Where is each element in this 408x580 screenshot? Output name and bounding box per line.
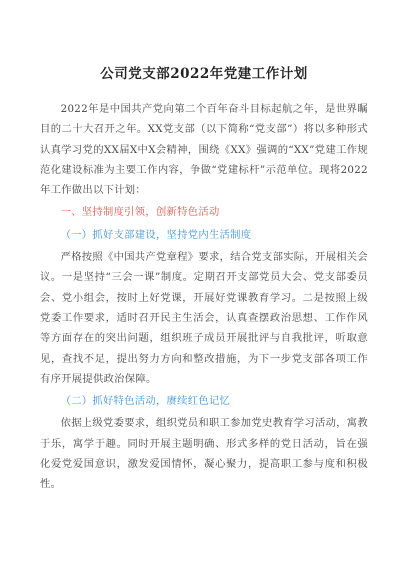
subsection-heading: （二）抓好特色活动，赓续红色记忆: [60, 395, 231, 408]
section-heading: 一、坚持制度引领，创新特色活动: [60, 206, 220, 219]
subsection-heading: （一）抓好支部建设，坚持党内生活制度: [60, 228, 252, 241]
subsection-body-paragraph: 严格按照《中国共产党章程》要求，结合党支部实际，开展相关会议。一是坚持“三会一课”制度。定期召开支部党员大会、党支部委员会、党小组会，按时上好党课，开展好党课教育学习。二是按照上级党委工作要求，适时召开民主生活会，认真查摆政治思想、工作作风等方面存在的突出问题，组织班子成员开展批评与自我批评，听取意见，查找不足，提出努力方向和整改措施，为下一步党支部各项工作有序开展提供政治保障。: [40, 251, 368, 385]
intro-paragraph: 2022年是中国共产党向第二个百年奋斗目标起航之年，是世界瞩目的二十大召开之年。XX党支部（以下简称“党支部”）将以多种形式认真学习党的XX届X中X会精神，围绕《XX》强调的“XX”党建工作规范化建设标准为主要工作内容，争做“党建标杆”示范单位。现将2022年工作做出以下计划：: [40, 103, 368, 197]
document-title: 公司党支部2022年党建工作计划: [100, 66, 308, 82]
subsection-body-paragraph: 依据上级党委要求，组织党员和职工参加党史教育学习活动，寓教于乐，寓学于趣。同时开展主题明确、形式多样的党日活动，旨在强化爱党爱国意识，激发爱国情怀，凝心聚力，提高职工参与度和积极性。: [40, 417, 368, 491]
